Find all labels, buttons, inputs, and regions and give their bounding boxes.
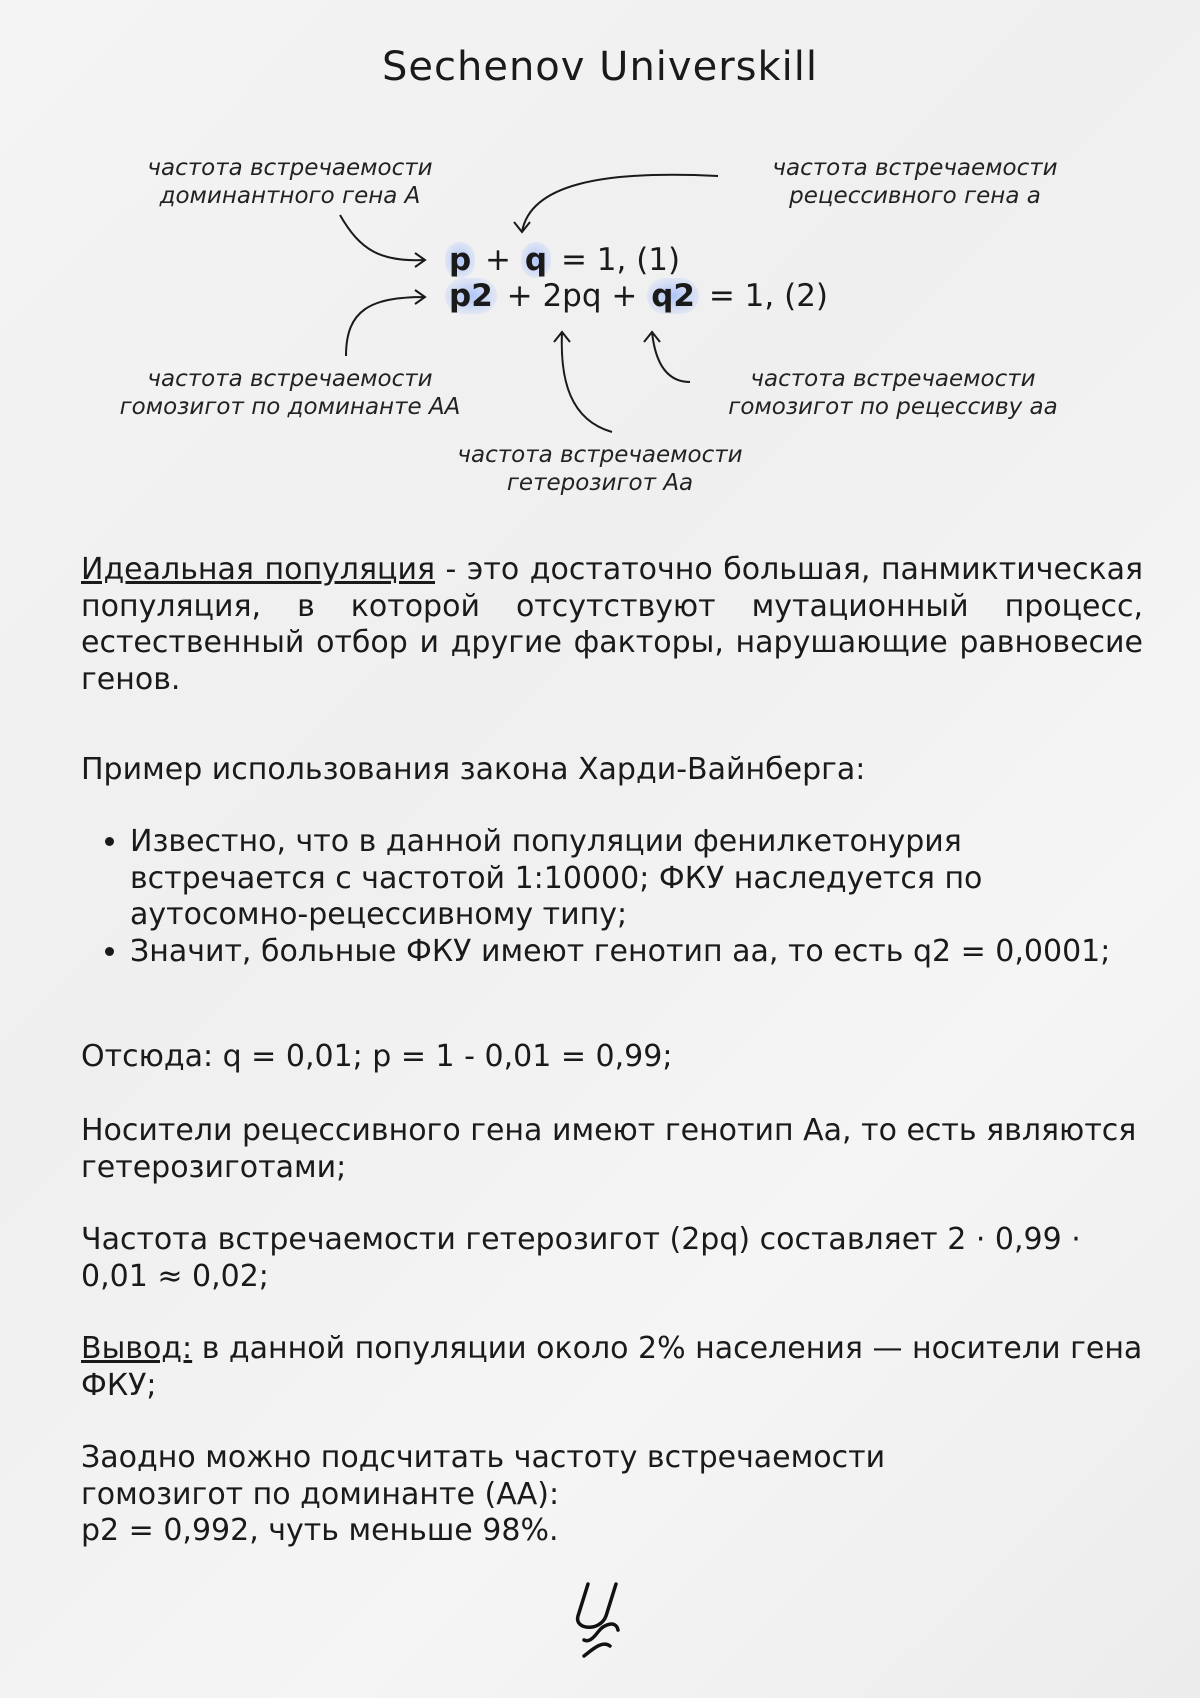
bullet-item: • Значит, больные ФКУ имеют генотип аа, то есть q2 = 0,0001;: [130, 934, 1144, 971]
conclusion-paragraph: [81, 1331, 1143, 1404]
label-line: гомозигот по рецессиву аа: [728, 394, 1058, 420]
label-line: частота встречаемости: [750, 366, 1036, 392]
label-recessive-allele: [695, 154, 1135, 210]
arrow-heterozygous: [554, 332, 612, 432]
formula-rest: = 1, (2): [698, 278, 829, 314]
label-line: рецессивного гена а: [789, 183, 1041, 209]
definition-paragraph: [81, 552, 1143, 698]
conclusion-label: Вывод:: [81, 1331, 193, 1366]
label-line: гомозигот по доминанте АА: [119, 394, 461, 420]
var-q2: q2: [647, 278, 699, 314]
var-p2: p2: [445, 278, 497, 314]
label-line: частота встречаемости: [772, 155, 1058, 181]
label-heterozygous: [380, 441, 820, 497]
also-line: гомозигот по доминанте (АА):: [81, 1476, 560, 1512]
label-line: гетерозигот Аа: [506, 470, 694, 496]
label-homozygous-dominant: [70, 365, 510, 421]
logo-us: [570, 1580, 630, 1660]
conclusion-text: в данной популяции около 2% населения — носители гена ФКУ;: [81, 1331, 1143, 1403]
formula-2: [445, 278, 828, 314]
also-paragraph: [81, 1440, 1143, 1550]
label-line: частота встречаемости: [147, 366, 433, 392]
var-p: p: [445, 242, 475, 278]
definition-term: Идеальная популяция: [81, 552, 435, 587]
also-line: p2 = 0,992, чуть меньше 98%.: [81, 1513, 559, 1548]
also-line: Заодно можно подсчитать частоту встречаемости: [81, 1440, 886, 1475]
frequency-paragraph: Частота встречаемости гетерозигот (2pq) составляет 2 · 0,99 · 0,01 ≈ 0,02;: [81, 1222, 1081, 1294]
formula-op: +: [475, 242, 521, 278]
label-dominant-allele: [70, 154, 510, 210]
example-heading: Пример использования закона Харди-Вайнберга:: [81, 752, 866, 787]
arrow-homozygous-dominant: [346, 290, 425, 356]
definition-text: - это достаточно большая, панмиктическая популяция, в которой отсутствуют мутационный процесс, естественный отбор и другие факторы, нарушающие равновесие генов.: [81, 552, 1144, 697]
carriers-paragraph: Носители рецессивного гена имеют генотип Аа, то есть являются гетерозиготами;: [81, 1113, 1137, 1185]
var-q: q: [521, 242, 551, 278]
label-line: частота встречаемости: [457, 442, 743, 468]
label-line: частота встречаемости: [147, 155, 433, 181]
formula-mid: + 2pq +: [496, 278, 648, 314]
hence-paragraph: Отсюда: q = 0,01; p = 1 - 0,01 = 0,99;: [81, 1039, 673, 1074]
arrow-dominant-allele: [340, 215, 425, 267]
page-title: Sechenov Universkill: [382, 44, 818, 90]
bullet-item: • Известно, что в данной популяции фенилкетонурия встречается с частотой 1:10000; ФКУ наследуется по аутосомно-рецессивному типу;: [130, 824, 1144, 934]
arrow-recessive-allele: [514, 175, 718, 232]
label-homozygous-recessive: [673, 365, 1113, 421]
formula-rest: = 1, (1): [551, 242, 681, 278]
formula-1: [445, 242, 680, 278]
bullet-list: [82, 824, 1144, 970]
label-line: доминантного гена А: [159, 183, 421, 209]
